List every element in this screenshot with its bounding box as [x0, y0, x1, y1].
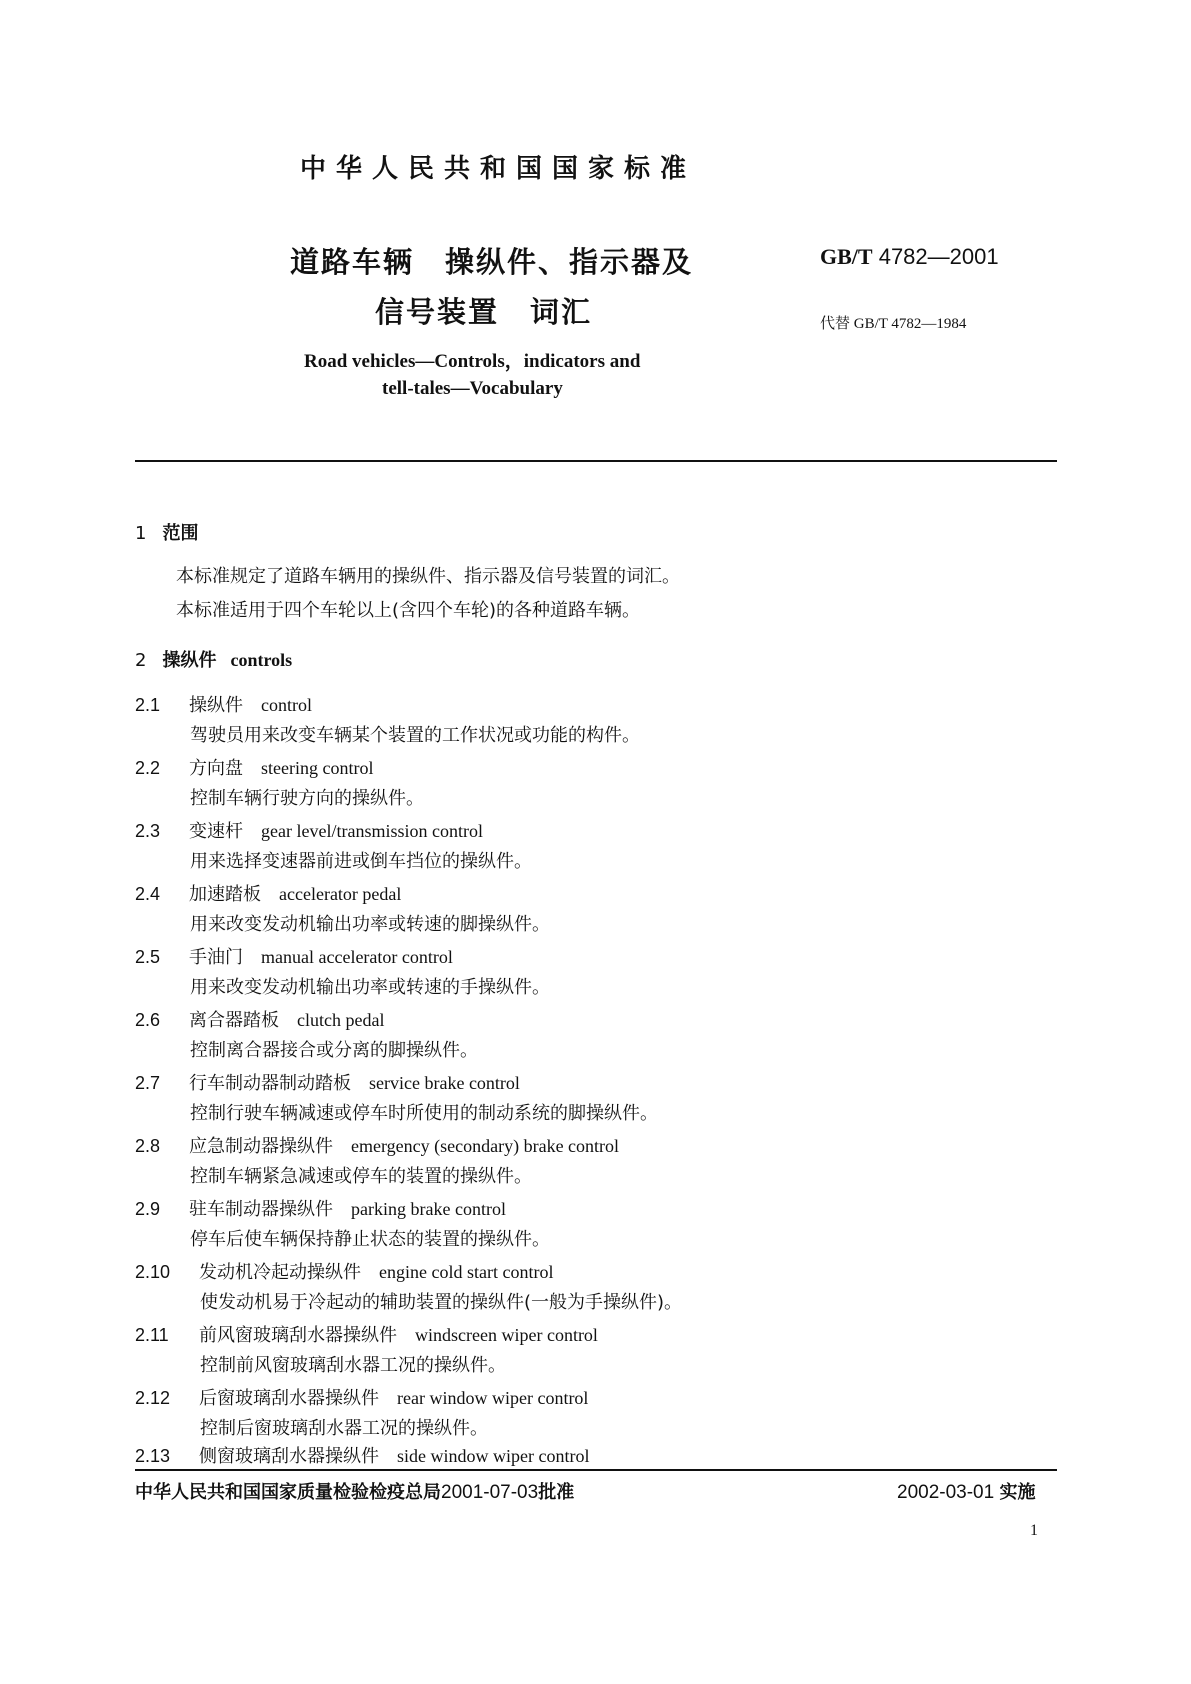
section2-title: 操纵件 — [162, 650, 217, 671]
term-2-7-definition: 控制行驶车辆减速或停车时所使用的制动系统的脚操纵件。 — [190, 1103, 658, 1124]
term-cn: 应急制动器操纵件 — [189, 1136, 333, 1157]
term-cn: 变速杆 — [189, 821, 243, 842]
term-en: accelerator pedal — [279, 884, 402, 904]
term-2-13 — [135, 1442, 589, 1468]
term-en: parking brake control — [351, 1199, 506, 1219]
title-cn-line1: 道路车辆 操纵件、指示器及 — [290, 245, 694, 279]
term-2-7 — [135, 1069, 520, 1095]
term-en: rear window wiper control — [397, 1388, 589, 1408]
term-2-8 — [135, 1132, 619, 1158]
term-en: steering control — [261, 758, 374, 778]
header-divider — [135, 460, 1057, 462]
term-en: windscreen wiper control — [415, 1325, 598, 1345]
section1-title: 范围 — [162, 523, 199, 544]
term-en: control — [261, 695, 312, 715]
section2-number: 2 — [135, 650, 147, 671]
term-2-9 — [135, 1195, 506, 1221]
term-cn: 方向盘 — [189, 758, 243, 779]
term-number: 2.1 — [135, 695, 161, 715]
term-2-4 — [135, 880, 401, 906]
section1-paragraph2: 本标准适用于四个车轮以上(含四个车轮)的各种道路车辆。 — [176, 600, 641, 621]
term-cn: 行车制动器制动踏板 — [189, 1073, 351, 1094]
term-cn: 加速踏板 — [189, 884, 261, 905]
term-cn: 驻车制动器操纵件 — [189, 1199, 333, 1220]
term-2-12-definition: 控制后窗玻璃刮水器工况的操纵件。 — [200, 1418, 488, 1439]
issuer-line — [135, 1478, 574, 1504]
term-2-3 — [135, 817, 483, 843]
term-number: 2.10 — [135, 1262, 171, 1282]
term-2-9-definition: 停车后使车辆保持静止状态的装置的操纵件。 — [190, 1229, 550, 1250]
term-number: 2.3 — [135, 821, 161, 841]
term-number: 2.12 — [135, 1388, 171, 1408]
term-2-2-definition: 控制车辆行驶方向的操纵件。 — [190, 788, 424, 809]
issuer: 中华人民共和国国家质量检验检疫总局 — [135, 1482, 441, 1503]
section1-paragraph1: 本标准规定了道路车辆用的操纵件、指示器及信号装置的词汇。 — [176, 566, 680, 587]
title-cn-line2: 信号装置 词汇 — [375, 295, 593, 329]
term-en: gear level/transmission control — [261, 821, 483, 841]
term-cn: 离合器踏板 — [189, 1010, 279, 1031]
footer-divider — [135, 1469, 1057, 1471]
section1-number: 1 — [135, 523, 147, 544]
standard-number: 4782—2001 — [878, 244, 999, 269]
term-number: 2.4 — [135, 884, 161, 904]
term-number: 2.2 — [135, 758, 161, 778]
term-cn: 发动机冷起动操纵件 — [199, 1262, 361, 1283]
page-number: 1 — [1030, 1522, 1038, 1539]
term-number: 2.9 — [135, 1199, 161, 1219]
section1-heading — [135, 519, 198, 545]
replaces-note: 代替 GB/T 4782—1984 — [820, 316, 967, 332]
term-2-3-definition: 用来选择变速器前进或倒车挡位的操纵件。 — [190, 851, 532, 872]
term-2-10 — [135, 1258, 553, 1284]
term-2-4-definition: 用来改变发动机输出功率或转速的脚操纵件。 — [190, 914, 550, 935]
term-number: 2.7 — [135, 1073, 161, 1093]
term-en: emergency (secondary) brake control — [351, 1136, 620, 1156]
term-en: clutch pedal — [297, 1010, 385, 1030]
term-2-6-definition: 控制离合器接合或分离的脚操纵件。 — [190, 1040, 478, 1061]
term-2-5-definition: 用来改变发动机输出功率或转速的手操纵件。 — [190, 977, 550, 998]
term-number: 2.6 — [135, 1010, 161, 1030]
term-2-12 — [135, 1384, 588, 1410]
issue-label: 批准 — [538, 1482, 575, 1503]
term-en: engine cold start control — [379, 1262, 554, 1282]
effective-date: 2002-03-01 — [897, 1482, 995, 1503]
term-en: side window wiper control — [397, 1446, 590, 1466]
term-cn: 操纵件 — [189, 695, 243, 716]
section2-heading — [135, 646, 292, 672]
term-number: 2.8 — [135, 1136, 161, 1156]
term-number: 2.13 — [135, 1446, 171, 1466]
standard-code — [820, 244, 999, 270]
term-en: service brake control — [369, 1073, 520, 1093]
term-2-8-definition: 控制车辆紧急减速或停车的装置的操纵件。 — [190, 1166, 532, 1187]
effective-label: 实施 — [999, 1482, 1036, 1503]
national-standard-heading: 中华人民共和国国家标准 — [300, 154, 697, 184]
term-cn: 手油门 — [189, 947, 243, 968]
term-cn: 侧窗玻璃刮水器操纵件 — [199, 1446, 379, 1467]
term-2-5 — [135, 943, 453, 969]
term-2-11-definition: 控制前风窗玻璃刮水器工况的操纵件。 — [200, 1355, 506, 1376]
term-en: manual accelerator control — [261, 947, 453, 967]
term-2-2 — [135, 754, 373, 780]
issue-date: 2001-07-03 — [441, 1482, 539, 1503]
term-2-11 — [135, 1321, 598, 1347]
term-cn: 后窗玻璃刮水器操纵件 — [199, 1388, 379, 1409]
term-number: 2.5 — [135, 947, 161, 967]
title-en-line1: Road vehicles—Controls，indicators and — [304, 351, 641, 372]
term-number: 2.11 — [135, 1325, 169, 1345]
section2-title-en: controls — [230, 650, 293, 670]
term-2-6 — [135, 1006, 384, 1032]
standard-prefix: GB/T — [820, 244, 873, 269]
term-cn: 前风窗玻璃刮水器操纵件 — [199, 1325, 397, 1346]
title-en-line2: tell-tales—Vocabulary — [382, 378, 563, 399]
term-2-1-definition: 驾驶员用来改变车辆某个装置的工作状况或功能的构件。 — [190, 725, 640, 746]
term-2-1 — [135, 691, 312, 717]
term-2-10-definition: 使发动机易于冷起动的辅助装置的操纵件(一般为手操纵件)。 — [200, 1292, 683, 1313]
effective-line — [897, 1478, 1035, 1504]
